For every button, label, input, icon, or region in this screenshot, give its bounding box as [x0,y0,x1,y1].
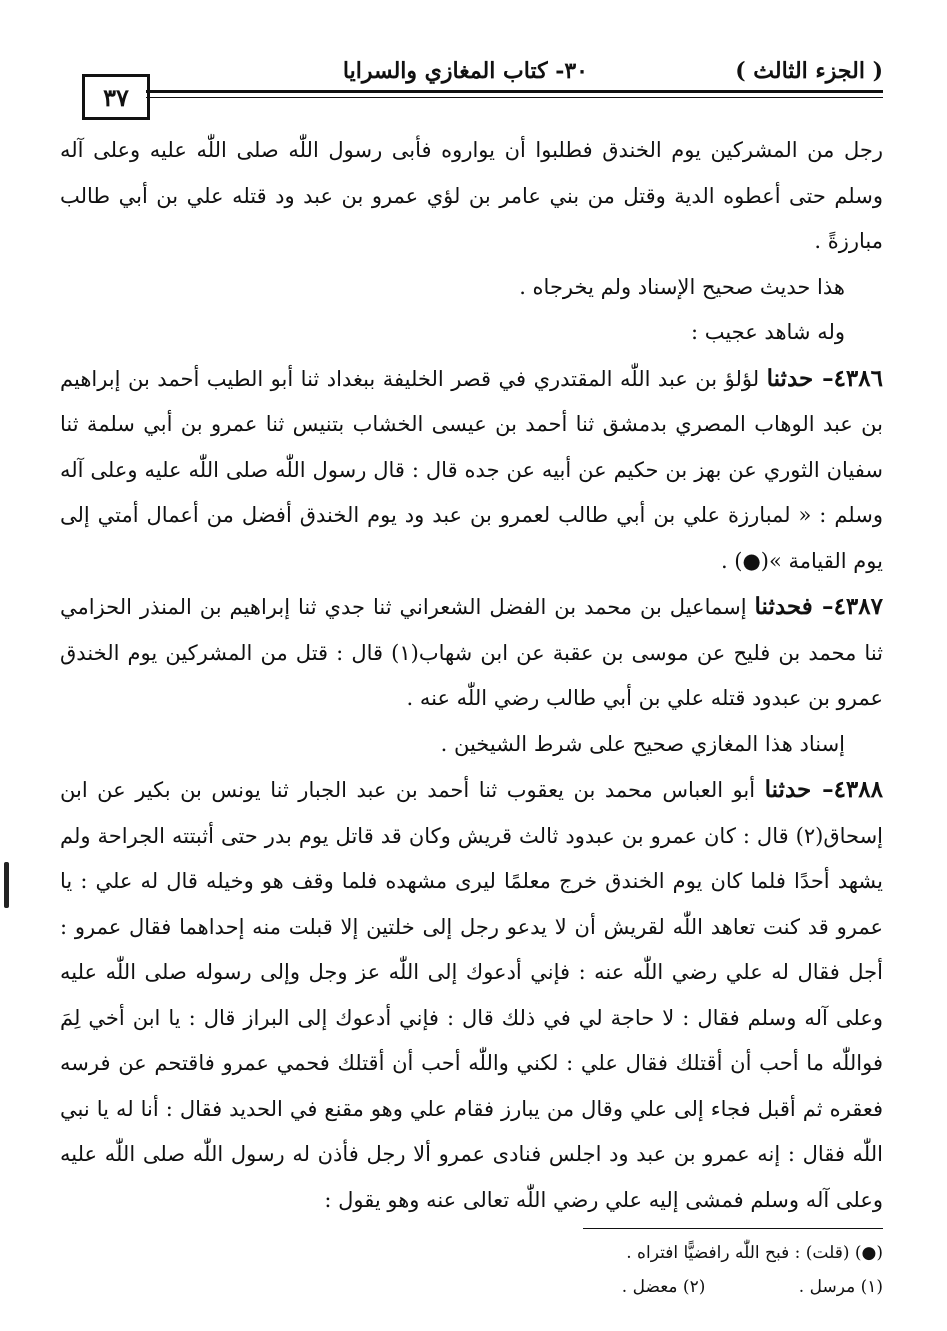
hadith-text: أبو العباس محمد بن يعقوب ثنا أحمد بن عبد الجبار ثنا يونس بن بكير عن ابن إسحاق(٢) قال : كان عمرو بن عبدود ثالث قريش وكان قد قاتل يوم بدر حتى أثبتته الجراحة ولم يشهد أحدًا فلما كان يوم الخندق خرج معلمًا ليرى مشهده فلما وقف هو وخيله قال له علي : يا عمرو قد كنت تعاهد اللّٰه لقريش أن لا يدعو رجل إلى خلتين إلا قبلت منه إحداهما فقال عمرو : أجل فقال له علي رضي اللّٰه عنه : فإني أدعوك إلى اللّٰه عز وجل وإلى رسوله صلى اللّٰه عليه وعلى آله وسلم فقال : لا حاجة لي في ذلك قال : فإني أدعوك إلى البراز قال : يا ابن أخي لِمَ فواللّٰه ما أحب أن أقتلك فقال علي : لكني واللّٰه أحب أن أقتلك فحمي عمرو فاقتحم عن فرسه فعقره ثم أقبل فجاء إلى علي وقال من يبارز فقام علي وهو مقنع في الحديد فقال : أنا له يا نبي اللّٰه فقال : إنه عمرو بن عبد ود اجلس فنادى عمرو ألا رجل فأذن له رسول اللّٰه صلى اللّٰه عليه وعلى آله وسلم فمشى إليه علي رضي اللّٰه تعالى عنه وهو يقول : [60,778,883,1212]
page-header [92,52,883,88]
header-rule-thin [146,97,883,98]
hadith-number: ٤٣٨٧– فحدثنا [754,593,883,620]
book-title: ٣٠- كتاب المغازي والسرايا [342,58,588,84]
hadith-4386 [60,356,883,585]
header-rule-thick [146,90,883,93]
hadith-4388 [60,767,883,1223]
footnote-row [200,1270,883,1304]
hadith-text: لؤلؤ بن عبد اللّٰه المقتدري في قصر الخليفة ببغداد ثنا أبو الطيب أحمد بن إبراهيم بن عبد الوهاب المصري بدمشق ثنا أحمد بن عيسى الخشاب بتنيس ثنا عمرو بن أبي سلمة ثنا سفيان الثوري عن بهز بن حكيم عن أبيه عن جده قال : قال رسول اللّٰه صلى اللّٰه عليه وعلى آله وسلم : « لمبارزة علي بن أبي طالب لعمرو بن عبد ود يوم الخندق أفضل من أعمال أمتي إلى يوم القيامة »(●) . [60,366,883,573]
scan-edge-mark [4,862,9,908]
footnote-1: (١) مرسل . [798,1277,883,1297]
paragraph-continuation: رجل من المشركين يوم الخندق فطلبوا أن يواروه فأبى رسول اللّٰه صلى اللّٰه عليه وعلى آله وسلم حتى أعطوه الدية وقتل من بني عامر بن لؤي عمرو بن عبد ود قتله علي بن أبي طالب مبارزةً . [60,138,883,253]
hadith-number: ٤٣٨٦– حدثنا [766,364,883,392]
paragraph-witness: وله شاهد عجيب : [690,320,845,344]
footnote-separator [583,1228,883,1229]
footnotes [200,1236,883,1304]
main-text [60,128,883,1223]
footnote-2: (٢) معضل . [621,1277,706,1297]
hadith-text: إسماعيل بن محمد بن الفضل الشعراني ثنا جدي ثنا إبراهيم بن المنذر الحزامي ثنا محمد بن فليح عن موسى بن عقبة عن ابن شهاب(١) قال : قتل من المشركين يوم الخندق عمرو بن عبدود قتله علي بن أبي طالب رضي اللّٰه عنه . [60,595,884,710]
volume-label: ( الجزء الثالث ) [735,58,883,84]
footnote-star: (●) (قلت) : فبح اللّٰه رافضيًّا افتراه . [626,1243,883,1263]
paragraph-verdict: هذا حديث صحيح الإسناد ولم يخرجاه . [519,274,845,299]
paragraph-isnad: إسناد هذا المغازي صحيح على شرط الشيخين . [440,731,845,756]
hadith-4387 [60,584,883,722]
page-number: ٣٧ [82,74,150,120]
hadith-number: ٤٣٨٨– حدثنا [764,776,883,803]
